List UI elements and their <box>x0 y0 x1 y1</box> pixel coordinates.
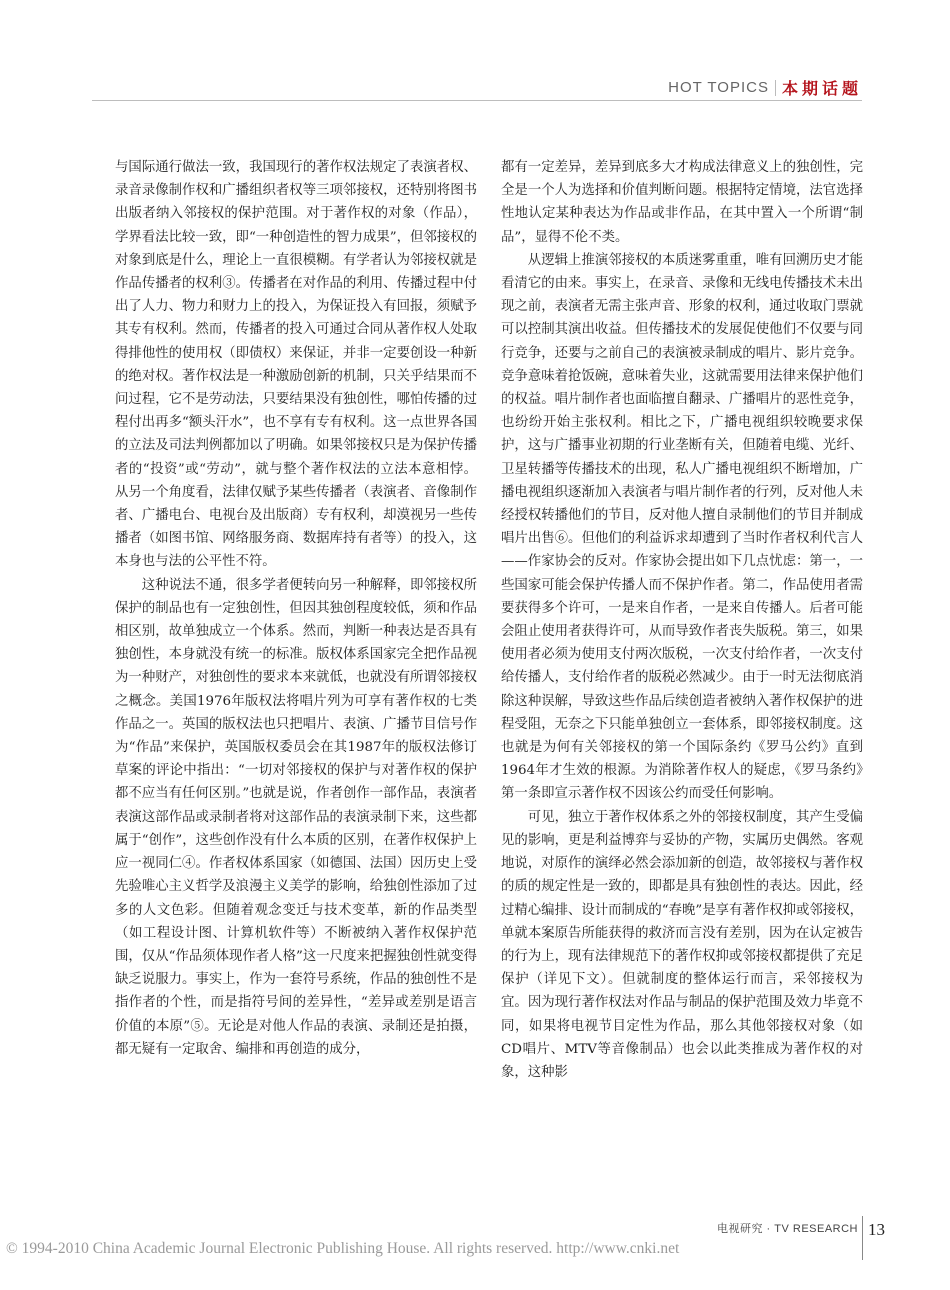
paragraph: 这种说法不通，很多学者便转向另一种解释，即邻接权所保护的制品也有一定独创性，但因其独创程度较低，须和作品相区别，故单独成立一个体系。然而，判断一种表达是否具有独创性，本身就没有统一的标准。版权体系国家完全把作品视为一种财产，对独创性的要求本来就低，也就没有所谓邻接权之概念。美国1976年版权法将唱片列为可享有著作权的七类作品之一。英国的版权法也只把唱片、表演、广播节目信号作为“作品”来保护，英国版权委员会在其1987年的版权法修订草案的评论中指出：“一切对邻接权的保护与对著作权的保护都不应当有任何区别。”也就是说，作者创作一部作品，表演者表演这部作品或录制者将对这部作品的表演录制下来，这些都属于“创作”，这些创作没有什么本质的区别，在著作权保护上应一视同仁④。作者权体系国家（如德国、法国）因历史上受先验唯心主义哲学及浪漫主义美学的影响，给独创性添加了过多的人文色彩。但随着观念变迁与技术变革，新的作品类型（如工程设计图、计算机软件等）不断被纳入著作权保护范围，仅从“作品须体现作者人格”这一尺度来把握独创性就变得缺乏说服力。事实上，作为一套符号系统，作品的独创性不是指作者的个性，而是指符号间的差异性，“差异或差别是语言价值的本原”⑤。无论是对他人作品的表演、录制还是拍摄，都无疑有一定取舍、编排和再创造的成分， <box>115 577 477 1057</box>
section-label-cn: 本期话题 <box>781 79 862 98</box>
paragraph: 与国际通行做法一致，我国现行的著作权法规定了表演者权、录音录像制作权和广播组织者权等三项邻接权，还特别将图书出版者纳入邻接权的保护范围。对于著作权的对象（作品），学界看法比较一致，即“一种创造性的智力成果”，但邻接权的对象到底是什么，理论上一直很模糊。有学者认为邻接权就是作品传播者的权利③。传播者在对作品的利用、传播过程中付出了人力、物力和财力上的投入，为保证投入有回报，须赋予其专有权利。然而，传播者的投入可通过合同从著作权人处取得排他性的使用权（即债权）来保证，并非一定要创设一种新的绝对权。著作权法是一种激励创新的机制，只关乎结果而不问过程，它不是劳动法，只要结果没有独创性，哪怕传播的过程付出再多“额头汗水”，也不享有专有权利。这一点世界各国的立法及司法判例都加以了明确。如果邻接权只是为保护传播者的“投资”或“劳动”，就与整个著作权法的立法本意相悖。从另一个角度看，法律仅赋予某些传播者（表演者、音像制作者、广播电台、电视台及出版商）专有权利，却漠视另一些传播者（如图书馆、网络服务商、数据库持有者等）的投入，这本身也与法的公平性不符。 <box>115 160 477 570</box>
page-number: 13 <box>868 1220 885 1239</box>
footer-divider <box>862 1216 863 1260</box>
section-label-en: HOT TOPICS <box>668 79 769 96</box>
running-header <box>668 76 862 99</box>
paragraph: 从逻辑上推演邻接权的本质迷雾重重，唯有回溯历史才能看清它的由来。事实上，在录音、录像和无线电传播技术未出现之前，表演者无需主张声音、形象的权利，通过收取门票就可以控制其演出收益。但传播技术的发展促使他们不仅要与同行竞争，还要与之前自己的表演被录制成的唱片、影片竞争。竞争意味着抢饭碗，意味着失业，这就需要用法律来保护他们的权益。唱片制作者也面临擅自翻录、广播唱片的恶性竞争，也纷纷开始主张权利。相比之下，广播电视组织较晚要求保护，这与广播事业初期的行业垄断有关，但随着电缆、光纤、卫星转播等传播技术的出现，私人广播电视组织不断增加，广播电视组织逐渐加入表演者与唱片制作者的行列，反对他人未经授权转播他们的节目，反对他人擅自录制他们的节目并制成唱片出售⑥。但他们的利益诉求却遭到了当时作者权利代言人——作家协会的反对。作家协会提出如下几点忧虑：第一，一些国家可能会保护传播人而不保护作者。第二，作品使用者需要获得多个许可，一是来自作者，一是来自传播人。后者可能会阻止使用者获得许可，从而导致作者丧失版税。第三，如果使用者必须为使用支付两次版税，一次支付给作者，一次支付给传播人，支付给作者的版税必然减少。由于一时无法彻底消除这种误解，导致这些作品后续创造者被纳入著作权保护的进程受阻，无奈之下只能单独创立一套体系，即邻接权制度。这也就是为何有关邻接权的第一个国际条约《罗马公约》直到1964年才生效的根源。为消除著作权人的疑虑，《罗马条约》第一条即宣示著作权不因该公约而受任何影响。 <box>501 252 863 802</box>
header-rule <box>92 100 862 101</box>
copyright-watermark: © 1994-2010 China Academic Journal Electronic Publishing House. All rights reserved. http://www.cnki.net <box>6 1240 680 1257</box>
page-footer <box>0 1220 950 1260</box>
paragraph: 都有一定差异，差异到底多大才构成法律意义上的独创性，完全是一个人为选择和价值判断问题。根据特定情境，法官选择性地认定某种表达为作品或非作品，在其中置入一个所谓“制品”，显得不伦不类。 <box>501 160 863 245</box>
journal-name: 电视研究 · TV RESEARCH <box>716 1223 858 1235</box>
left-column <box>115 156 477 1061</box>
right-column <box>501 156 863 1084</box>
header-divider <box>775 80 776 96</box>
paragraph: 可见，独立于著作权体系之外的邻接权制度，其产生受偏见的影响，更是利益博弈与妥协的产物，实属历史偶然。客观地说，对原作的演绎必然会添加新的创造，故邻接权与著作权的质的规定性是一致的，即都是具有独创性的表达。因此，经过精心编排、设计而制成的“春晚”是享有著作权抑或邻接权，单就本案原告所能获得的救济而言没有差别，因为在认定被告的行为上，现有法律规范下的著作权抑或邻接权都提供了充足保护（详见下文）。但就制度的整体运行而言，采邻接权为宜。因为现行著作权法对作品与制品的保护范围及效力毕竟不同，如果将电视节目定性为作品，那么其他邻接权对象（如CD唱片、MTV等音像制品）也会以此类推成为著作权的对象，这种影 <box>501 809 863 1080</box>
